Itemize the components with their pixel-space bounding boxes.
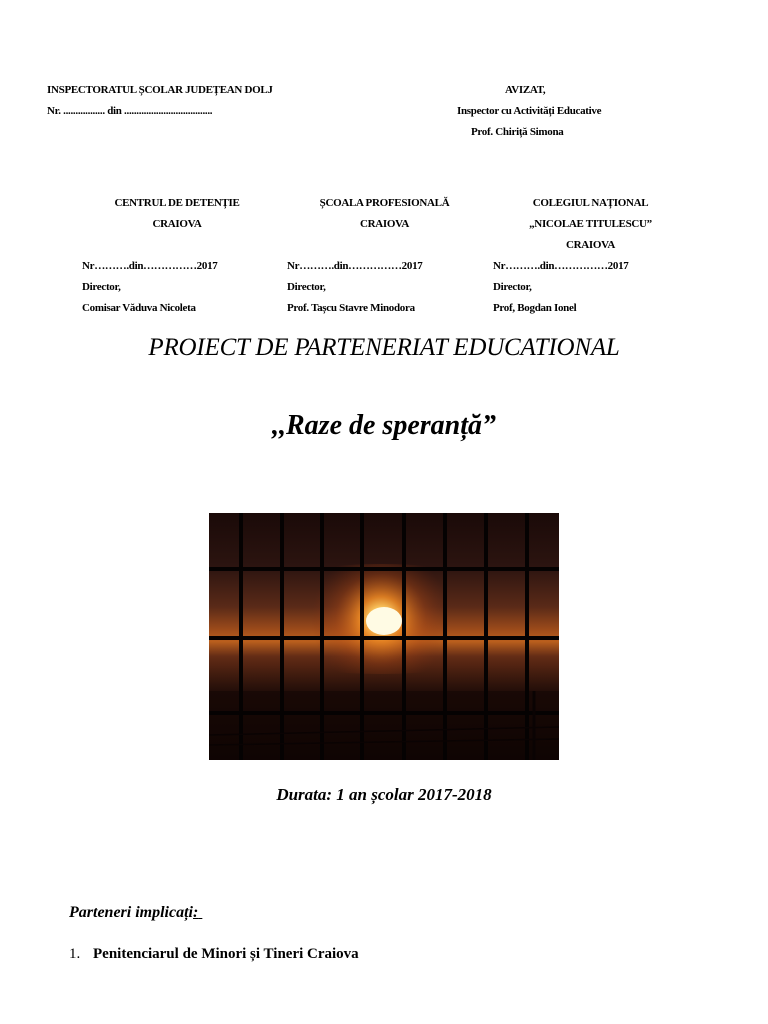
- header-inspector-role: Inspector cu Activități Educative: [457, 105, 602, 117]
- partner-col-3-name-line3: CRAIOVA: [565, 239, 616, 251]
- partner-col-1-director-label: Director,: [82, 281, 121, 293]
- partner-list-item: [69, 946, 359, 963]
- partner-col-1-name-line1: CENTRUL DE DETENȚIE: [114, 197, 240, 209]
- partner-col-2-name-line1: ȘCOALA PROFESIONALĂ: [319, 197, 450, 209]
- partners-heading-text: Parteneri implicați: [69, 904, 193, 921]
- partner-col-1-nr: Nr……….din……………2017: [82, 260, 218, 272]
- partner-col-3-name-line1: COLEGIUL NAȚIONAL: [532, 197, 649, 209]
- partner-list-item-number: 1.: [69, 946, 81, 962]
- project-duration: Durata: 1 an școlar 2017-2018: [276, 785, 492, 804]
- partners-heading: [69, 904, 202, 922]
- partners-heading-colon: :: [193, 904, 199, 921]
- header-avizat: AVIZAT,: [505, 84, 546, 96]
- header-institution: INSPECTORATUL ȘCOLAR JUDEȚEAN DOLJ: [47, 84, 273, 96]
- project-title: PROIECT DE PARTENERIAT EDUCATIONAL: [148, 334, 620, 361]
- partner-col-2-director-name: Prof. Tașcu Stavre Minodora: [287, 302, 415, 314]
- header-inspector-name: Prof. Chiriță Simona: [471, 126, 564, 138]
- sunset-behind-bars-photo: [209, 513, 559, 760]
- partner-col-3-name-line2: „NICOLAE TITULESCU”: [529, 218, 652, 230]
- partners-heading-underline: [198, 904, 202, 921]
- partner-col-2-nr: Nr……….din……………2017: [287, 260, 423, 272]
- partner-col-3-director-name: Prof, Bogdan Ionel: [493, 302, 577, 314]
- partner-col-1-director-name: Comisar Văduva Nicoleta: [82, 302, 196, 314]
- partner-col-2-director-label: Director,: [287, 281, 326, 293]
- project-subtitle: ,,Raze de speranță”: [272, 410, 496, 441]
- partner-col-1-name-line2: CRAIOVA: [152, 218, 202, 230]
- partner-col-2-name-line2: CRAIOVA: [359, 218, 410, 230]
- partner-col-3-nr: Nr……….din……………2017: [493, 260, 629, 272]
- header-registration-line: Nr. ................. din ....................................: [47, 105, 213, 117]
- partner-col-3-director-label: Director,: [493, 281, 532, 293]
- partner-list-item-text: Penitenciarul de Minori și Tineri Craiova: [93, 946, 359, 962]
